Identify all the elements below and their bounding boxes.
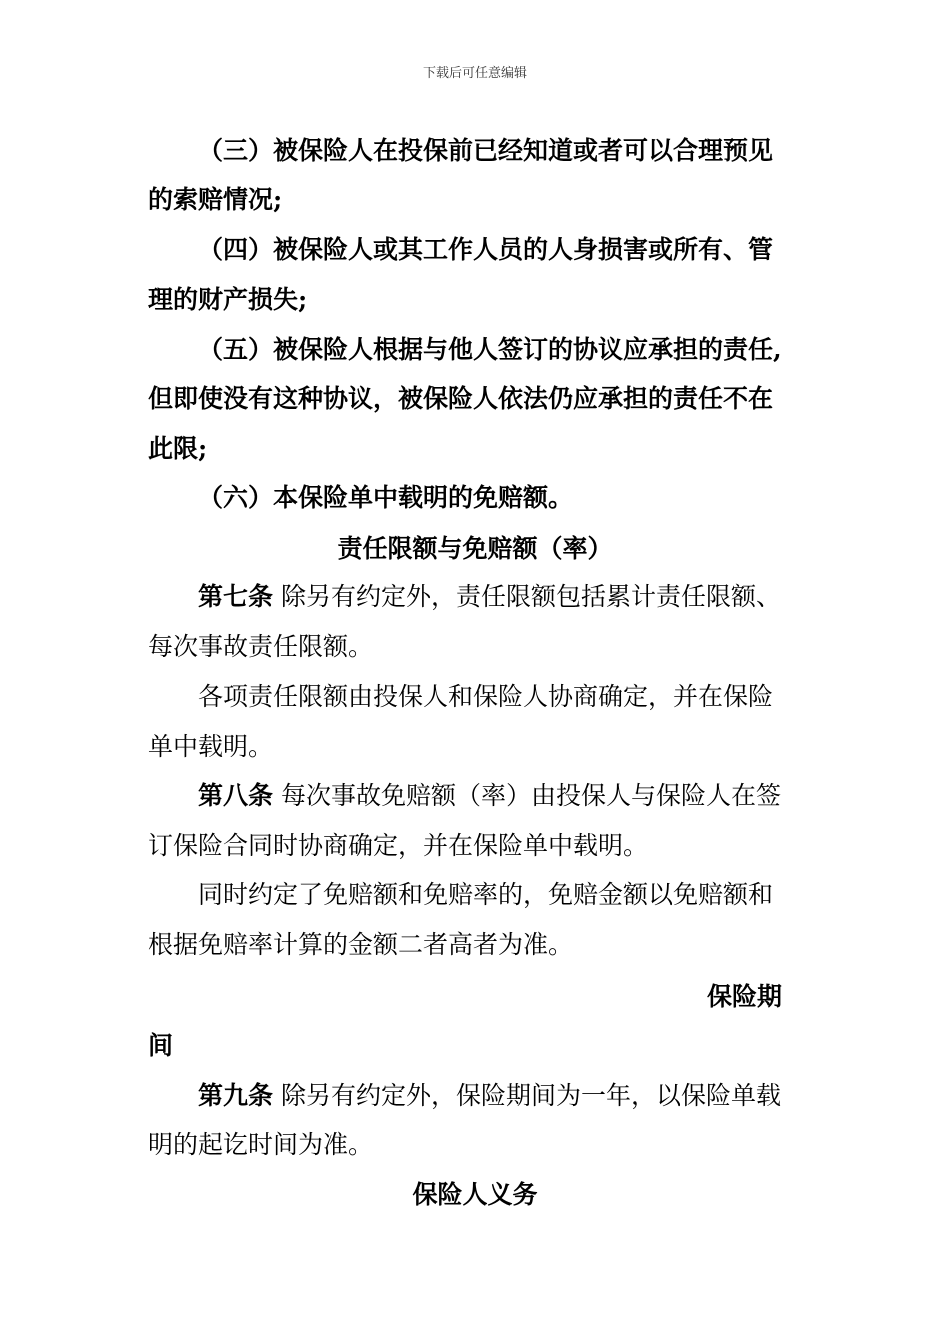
item-5-line-3: 此限; <box>148 434 208 463</box>
article-9-text: 除另有约定外，保险期间为一年，以保险单载 <box>273 1081 781 1110</box>
item-5-line-2: 但即使没有这种协议，被保险人依法仍应承担的责任不在 <box>148 384 774 413</box>
item-3-line-1: （三）被保险人在投保前已经知道或者可以合理预见 <box>198 136 774 165</box>
article-7-line-1 <box>198 580 781 614</box>
section-title-period-part-2: 间 <box>148 1031 174 1060</box>
article-7-label: 第七条 <box>198 582 274 611</box>
section-title-period-part-1: 保险期 <box>706 982 782 1011</box>
item-3-line-2: 的索赔情况; <box>148 185 283 214</box>
article-7-text: 除另有约定外，责任限额包括累计责任限额、 <box>273 582 781 611</box>
article-9-label: 第九条 <box>198 1081 274 1110</box>
article-8-text: 每次事故免赔额（率）由投保人与保险人在签 <box>273 781 781 810</box>
article-8-para-2-line-2: 根据免赔率计算的金额二者高者为准。 <box>148 930 574 959</box>
article-7-line-2: 每次事故责任限额。 <box>148 632 374 661</box>
article-8-para-2-line-1: 同时约定了免赔额和免赔率的，免赔金额以免赔额和 <box>198 880 774 909</box>
item-4-line-1: （四）被保险人或其工作人员的人身损害或所有、管 <box>198 235 774 264</box>
article-8-line-2: 订保险合同时协商确定，并在保险单中载明。 <box>148 831 649 860</box>
section-title-liability: 责任限额与免赔额（率） <box>337 534 613 563</box>
article-8-line-1 <box>198 779 781 813</box>
item-4-line-2: 理的财产损失; <box>148 285 308 314</box>
article-8-label: 第八条 <box>198 781 274 810</box>
article-7-para-2-line-1: 各项责任限额由投保人和保险人协商确定，并在保险 <box>198 682 774 711</box>
page-header: 下载后可任意编辑 <box>422 66 527 81</box>
article-9-line-2: 明的起讫时间为准。 <box>148 1130 374 1159</box>
item-6-line-1: （六）本保险单中载明的免赔额。 <box>198 483 574 512</box>
article-9-line-1 <box>198 1079 781 1113</box>
section-title-insurer: 保险人义务 <box>412 1180 538 1209</box>
article-7-para-2-line-2: 单中载明。 <box>148 732 274 761</box>
item-5-line-1: （五）被保险人根据与他人签订的协议应承担的责任, <box>198 335 782 364</box>
